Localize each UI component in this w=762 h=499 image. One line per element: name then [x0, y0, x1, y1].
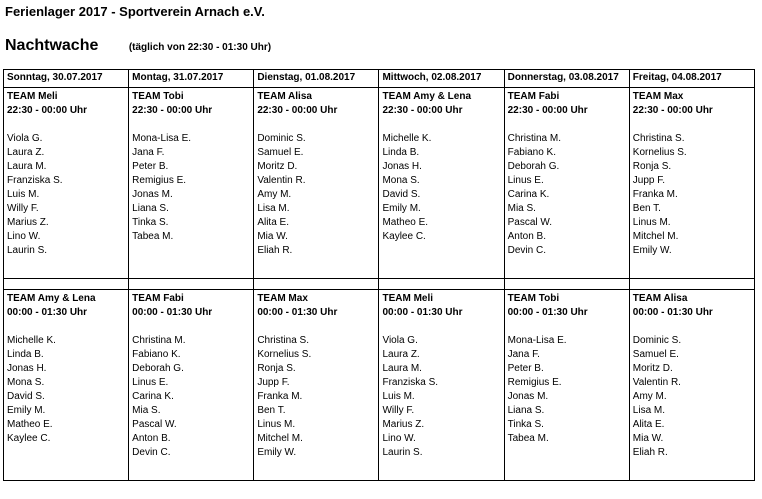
member-name: Linus M. [632, 217, 671, 228]
shift-time: 22:30 - 00:00 Uhr [507, 105, 588, 116]
member-name: Moritz D. [632, 363, 673, 374]
member-name: Laura Z. [382, 349, 420, 360]
member-name: Tabea M. [507, 433, 549, 444]
team-name: TEAM Fabi [507, 91, 560, 102]
member-name: Tabea M. [132, 231, 174, 242]
day-header: Donnerstag, 03.08.2017 [504, 70, 629, 88]
shift-cell [129, 88, 254, 279]
shift-time: 00:00 - 01:30 Uhr [632, 307, 713, 318]
member-name: Alita E. [632, 419, 665, 430]
shift-cell [629, 88, 754, 279]
member-name: Ronja S. [257, 363, 296, 374]
shift-time: 00:00 - 01:30 Uhr [382, 307, 463, 318]
member-name: Linda B. [382, 147, 420, 158]
shift-time: 22:30 - 00:00 Uhr [382, 105, 463, 116]
day-header: Montag, 31.07.2017 [129, 70, 254, 88]
member-name: Linus E. [132, 377, 169, 388]
shift-time: 22:30 - 00:00 Uhr [632, 105, 713, 116]
team-name: TEAM Tobi [507, 293, 560, 304]
member-name: Samuel E. [632, 349, 679, 360]
member-name: Carina K. [507, 189, 550, 200]
member-name: Laura M. [7, 161, 47, 172]
member-name: Ronja S. [632, 161, 672, 172]
member-name: Eliah R. [632, 447, 668, 458]
member-name: Mona S. [7, 377, 45, 388]
member-list [7, 132, 125, 258]
member-name: Amy M. [632, 391, 667, 402]
member-name: Emily W. [257, 447, 297, 458]
member-name: Luis M. [382, 391, 415, 402]
spacer-row [4, 279, 755, 290]
member-name: Dominic S. [257, 133, 306, 144]
member-name: Marius Z. [7, 217, 49, 228]
shift-cell [629, 290, 754, 481]
member-list [508, 132, 626, 258]
day-header: Dienstag, 01.08.2017 [254, 70, 379, 88]
member-list [7, 334, 125, 446]
member-name: Ben T. [257, 405, 286, 416]
member-list [132, 132, 250, 244]
day-header: Mittwoch, 02.08.2017 [379, 70, 504, 88]
team-name: TEAM Max [257, 293, 308, 304]
team-name: TEAM Alisa [257, 91, 312, 102]
team-name: TEAM Amy & Lena [382, 91, 471, 102]
team-name: TEAM Amy & Lena [7, 293, 96, 304]
day-header: Freitag, 04.08.2017 [629, 70, 754, 88]
member-name: Peter B. [132, 161, 169, 172]
member-name: Tinka S. [507, 419, 544, 430]
member-name: Liana S. [507, 405, 545, 416]
member-name: Mia S. [507, 203, 536, 214]
team-name: TEAM Meli [382, 293, 434, 304]
shift-time: 22:30 - 00:00 Uhr [257, 105, 338, 116]
shift-row [4, 88, 755, 279]
member-name: Peter B. [507, 363, 544, 374]
member-name: Emily M. [382, 203, 421, 214]
member-name: Jonas H. [382, 161, 422, 172]
member-name: Christina S. [632, 133, 685, 144]
member-name: Mona-Lisa E. [132, 133, 192, 144]
member-name: Jonas M. [507, 391, 549, 402]
shift-time: 22:30 - 00:00 Uhr [7, 105, 88, 116]
shift-cell [254, 290, 379, 481]
member-name: Anton B. [507, 231, 546, 242]
member-list [132, 334, 250, 460]
member-name: Emily M. [7, 405, 46, 416]
member-name: Lino W. [382, 433, 416, 444]
member-name: Michelle K. [382, 133, 432, 144]
member-list [382, 334, 500, 460]
member-name: Amy M. [257, 189, 292, 200]
member-list [257, 132, 375, 258]
shift-row [4, 290, 755, 481]
member-name: Lisa M. [632, 405, 666, 416]
schedule-body [4, 88, 755, 481]
member-name: Valentin R. [632, 377, 681, 388]
member-name: Jupp F. [632, 175, 666, 186]
shift-cell [4, 290, 129, 481]
day-header-row [4, 70, 755, 88]
member-name: Christina M. [132, 335, 186, 346]
shift-cell [379, 88, 504, 279]
member-name: Laura M. [382, 363, 422, 374]
member-list [257, 334, 375, 460]
member-name: Emily W. [632, 245, 672, 256]
member-name: Laurin S. [382, 447, 423, 458]
member-name: David S. [7, 391, 45, 402]
document-title: Ferienlager 2017 - Sportverein Arnach e.V. [5, 4, 265, 19]
member-name: Ben T. [632, 203, 661, 214]
member-list [633, 334, 751, 460]
spacer-cell [629, 279, 754, 290]
schedule-table [3, 69, 755, 481]
member-name: Willy F. [7, 203, 39, 214]
time-note: (täglich von 22:30 - 01:30 Uhr) [128, 42, 272, 53]
member-name: Mia S. [132, 405, 161, 416]
member-name: Valentin R. [257, 175, 306, 186]
member-name: Pascal W. [507, 217, 553, 228]
member-name: Jupp F. [257, 377, 290, 388]
member-name: Mona S. [382, 175, 420, 186]
member-name: Linda B. [7, 349, 44, 360]
spacer-cell [254, 279, 379, 290]
member-name: Fabiano K. [132, 349, 181, 360]
member-name: Matheo E. [382, 217, 429, 228]
member-name: Remigius E. [507, 377, 562, 388]
member-name: Mia W. [632, 433, 664, 444]
member-name: Mitchel M. [257, 433, 303, 444]
member-name: Deborah G. [132, 363, 184, 374]
member-name: Dominic S. [632, 335, 682, 346]
member-name: Mitchel M. [632, 231, 679, 242]
member-name: Jana F. [132, 147, 165, 158]
member-name: Remigius E. [132, 175, 187, 186]
shift-time: 00:00 - 01:30 Uhr [132, 307, 213, 318]
spacer-cell [129, 279, 254, 290]
member-name: Carina K. [132, 391, 174, 402]
shift-time: 00:00 - 01:30 Uhr [257, 307, 338, 318]
member-name: Liana S. [132, 203, 169, 214]
day-header: Sonntag, 30.07.2017 [4, 70, 129, 88]
member-name: Laura Z. [7, 147, 45, 158]
shift-cell [504, 88, 629, 279]
member-name: Lisa M. [257, 203, 290, 214]
shift-cell [129, 290, 254, 481]
member-name: Samuel E. [257, 147, 304, 158]
team-name: TEAM Alisa [632, 293, 688, 304]
member-name: Franka M. [632, 189, 678, 200]
shift-cell [379, 290, 504, 481]
member-name: Matheo E. [7, 419, 53, 430]
member-name: Lino W. [7, 231, 41, 242]
member-name: Mona-Lisa E. [507, 335, 567, 346]
spacer-cell [504, 279, 629, 290]
member-name: Jonas H. [7, 363, 47, 374]
member-name: Tinka S. [132, 217, 169, 228]
member-name: Christina M. [507, 133, 561, 144]
page-title: Nachtwache [5, 37, 99, 54]
member-name: Kaylee C. [7, 433, 51, 444]
spacer-cell [4, 279, 129, 290]
member-name: Michelle K. [7, 335, 56, 346]
member-list [633, 132, 751, 258]
member-name: Pascal W. [132, 419, 177, 430]
spacer-cell [379, 279, 504, 290]
team-name: TEAM Fabi [132, 293, 184, 304]
member-name: Jana F. [507, 349, 540, 360]
member-name: Eliah R. [257, 245, 293, 256]
member-name: Linus E. [507, 175, 544, 186]
member-name: Marius Z. [382, 419, 425, 430]
shift-time: 22:30 - 00:00 Uhr [132, 105, 213, 116]
member-name: Moritz D. [257, 161, 298, 172]
member-name: Franziska S. [382, 377, 439, 388]
member-name: Kaylee C. [382, 231, 426, 242]
shift-cell [254, 88, 379, 279]
member-name: David S. [382, 189, 421, 200]
member-name: Anton B. [132, 433, 171, 444]
member-name: Christina S. [257, 335, 309, 346]
shift-cell [4, 88, 129, 279]
member-name: Deborah G. [507, 161, 560, 172]
member-name: Franziska S. [7, 175, 63, 186]
shift-cell [504, 290, 629, 481]
member-name: Mia W. [257, 231, 288, 242]
member-name: Kornelius S. [257, 349, 312, 360]
member-name: Linus M. [257, 419, 296, 430]
member-list [382, 132, 500, 244]
team-name: TEAM Meli [7, 91, 58, 102]
team-name: TEAM Max [632, 91, 684, 102]
member-name: Viola G. [7, 133, 43, 144]
subtitle-row [5, 37, 271, 55]
member-name: Jonas M. [132, 189, 173, 200]
member-name: Devin C. [132, 447, 171, 458]
member-name: Alita E. [257, 217, 289, 228]
member-name: Willy F. [382, 405, 415, 416]
shift-time: 00:00 - 01:30 Uhr [507, 307, 588, 318]
member-name: Devin C. [507, 245, 546, 256]
member-name: Fabiano K. [507, 147, 556, 158]
member-name: Laurin S. [7, 245, 48, 256]
member-name: Kornelius S. [632, 147, 687, 158]
team-name: TEAM Tobi [132, 91, 184, 102]
member-name: Luis M. [7, 189, 40, 200]
member-name: Franka M. [257, 391, 303, 402]
member-list [508, 334, 626, 446]
member-name: Viola G. [382, 335, 418, 346]
shift-time: 00:00 - 01:30 Uhr [7, 307, 88, 318]
